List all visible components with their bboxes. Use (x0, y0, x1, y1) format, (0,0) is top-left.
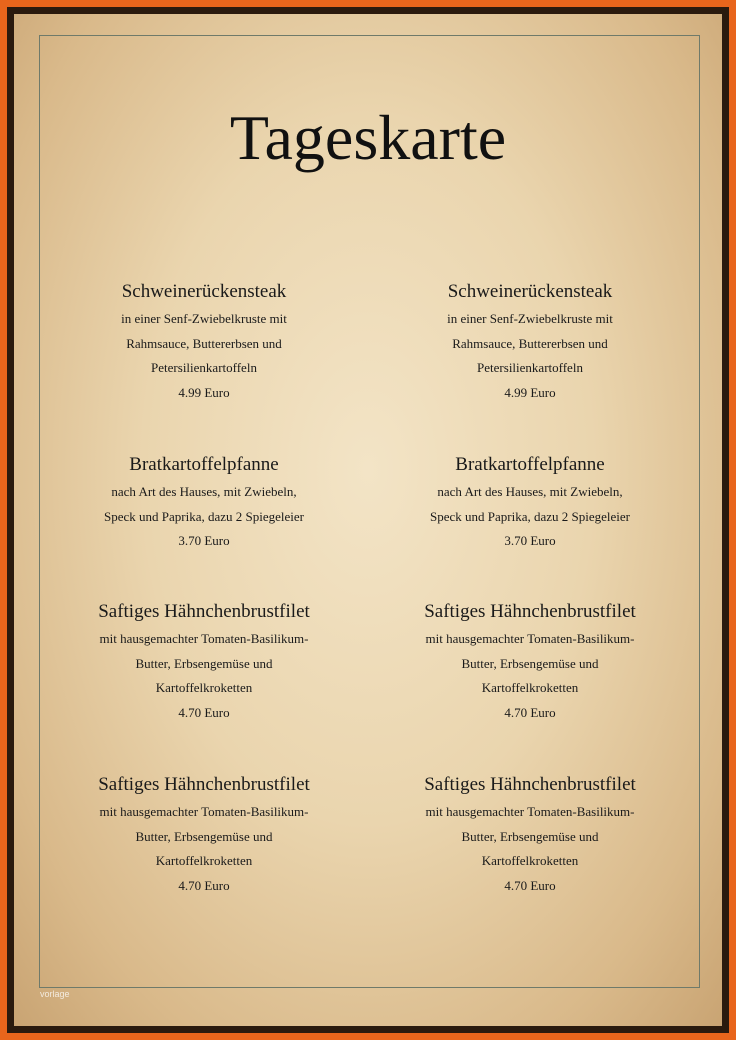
dish-name: Saftiges Hähnchenbrustfilet (98, 601, 310, 622)
menu-item (54, 600, 354, 725)
menu-item (380, 600, 680, 725)
dish-description-line: in einer Senf-Zwiebelkruste mit (447, 311, 613, 326)
dish-description-line: Kartoffelkroketten (481, 680, 579, 696)
menu-item (380, 773, 680, 898)
dish-price: 4.70 Euro (178, 704, 230, 720)
dish-name: Bratkartoffelpfanne (455, 454, 605, 475)
dish-price: 4.99 Euro (504, 384, 556, 400)
menu-item (380, 453, 680, 554)
dish-description-line: Kartoffelkroketten (155, 853, 253, 869)
dish-name: Saftiges Hähnchenbrustfilet (424, 774, 636, 795)
watermark-text: vorlage (40, 989, 70, 999)
menu-item (54, 280, 354, 405)
dish-description-line: Speck und Paprika, dazu 2 Spiegeleier (430, 508, 630, 524)
dish-description-line: Petersilienkartoffeln (151, 360, 257, 376)
dish-description-line: Kartoffelkroketten (481, 853, 579, 869)
dish-name: Bratkartoffelpfanne (129, 454, 279, 475)
dish-name: Saftiges Hähnchenbrustfilet (98, 774, 310, 795)
menu-item (380, 280, 680, 405)
dish-name: Saftiges Hähnchenbrustfilet (424, 601, 636, 622)
dish-price: 4.70 Euro (178, 877, 230, 893)
dish-price: 4.70 Euro (504, 877, 556, 893)
menu-item (54, 453, 354, 554)
dish-description-line: Kartoffelkroketten (155, 680, 253, 696)
dish-name: Schweinerückensteak (447, 281, 613, 302)
dish-description-line: mit hausgemachter Tomaten-Basilikum- (425, 804, 635, 819)
dish-description-line: Butter, Erbsengemüse und (135, 655, 273, 671)
dish-description-line: Rahmsauce, Buttererbsen und (452, 335, 608, 351)
menu-item (54, 773, 354, 898)
dish-description-line: Butter, Erbsengemüse und (461, 655, 599, 671)
dish-description-line: Rahmsauce, Buttererbsen und (126, 335, 282, 351)
dish-description-line: in einer Senf-Zwiebelkruste mit (121, 311, 287, 326)
dish-description-line: nach Art des Hauses, mit Zwiebeln, (111, 484, 297, 499)
dish-description-line: nach Art des Hauses, mit Zwiebeln, (437, 484, 623, 499)
dish-description-line: mit hausgemachter Tomaten-Basilikum- (99, 631, 309, 646)
menu-page (14, 14, 722, 1026)
dish-price: 3.70 Euro (178, 533, 230, 549)
dish-description-line: mit hausgemachter Tomaten-Basilikum- (99, 804, 309, 819)
dish-description-line: mit hausgemachter Tomaten-Basilikum- (425, 631, 635, 646)
dish-description-line: Petersilienkartoffeln (477, 360, 583, 376)
dish-description-line: Speck und Paprika, dazu 2 Spiegeleier (104, 508, 304, 524)
dish-price: 4.99 Euro (178, 384, 230, 400)
dish-price: 3.70 Euro (504, 533, 556, 549)
dish-name: Schweinerückensteak (121, 281, 287, 302)
dish-description-line: Butter, Erbsengemüse und (461, 828, 599, 844)
dish-price: 4.70 Euro (504, 704, 556, 720)
page-title: Tageskarte (229, 102, 507, 173)
dish-description-line: Butter, Erbsengemüse und (135, 828, 273, 844)
